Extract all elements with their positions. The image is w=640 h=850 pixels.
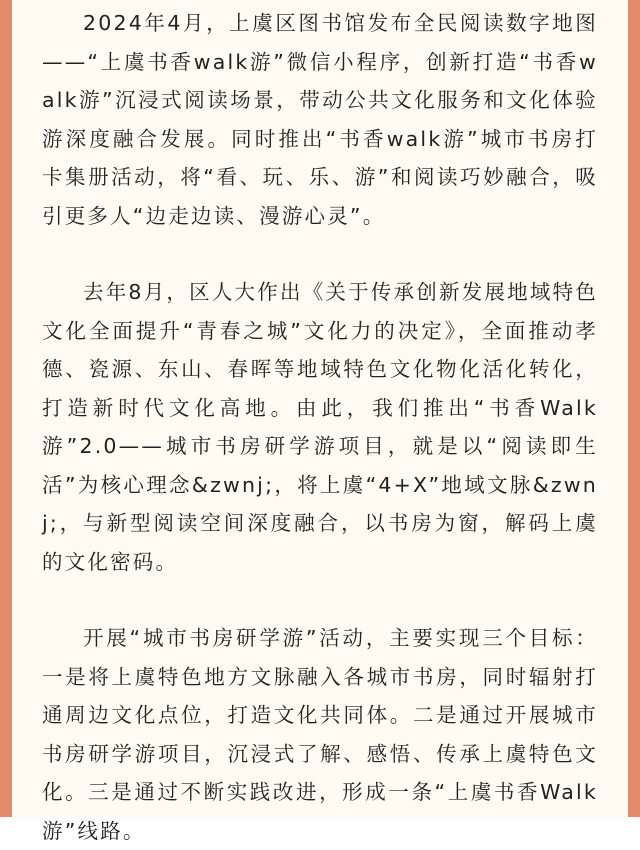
- paragraph-goals: 开展“城市书房研学游”活动，主要实现三个目标：一是将上虞特色地方文脉融入各城市书房，同时辐射打通周边文化点位，打造文化共同体。二是通过开展城市书房研学游项目，沉浸式了解、感悟、传承上虞特色文化。三是通过不断实践改进，形成一条“上虞书香Walk游”线路。: [42, 626, 598, 843]
- paragraph-study-tour: 去年8月，区人大作出《关于传承创新发展地域特色文化全面提升“青春之城”文化力的决定》，全面推动孝德、瓷源、东山、春晖等地域特色文化物化活化转化，打造新时代文化高地。由此，我们推出“书香Walk游”2.0——城市书房研学游项目，就是以“阅读即生活”为核心理念&zwnj;，将上虞“4+X”地域文脉&zwnj;，与新型阅读空间深度融合，以书房为窗，解码上虞的文化密码。: [42, 280, 598, 574]
- paragraph-digital-map: 2024年4月，上虞区图书馆发布全民阅读数字地图——“上虞书香walk游”微信小程序，创新打造“书香walk游”沉浸式阅读场景，带动公共文化服务和文化体验游深度融合发展。同时推出“书香walk游”城市书房打卡集册活动，将“看、玩、乐、游”和阅读巧妙融合，吸引更多人“边走边读、漫游心灵”。: [42, 11, 598, 228]
- article-body: [42, 4, 598, 850]
